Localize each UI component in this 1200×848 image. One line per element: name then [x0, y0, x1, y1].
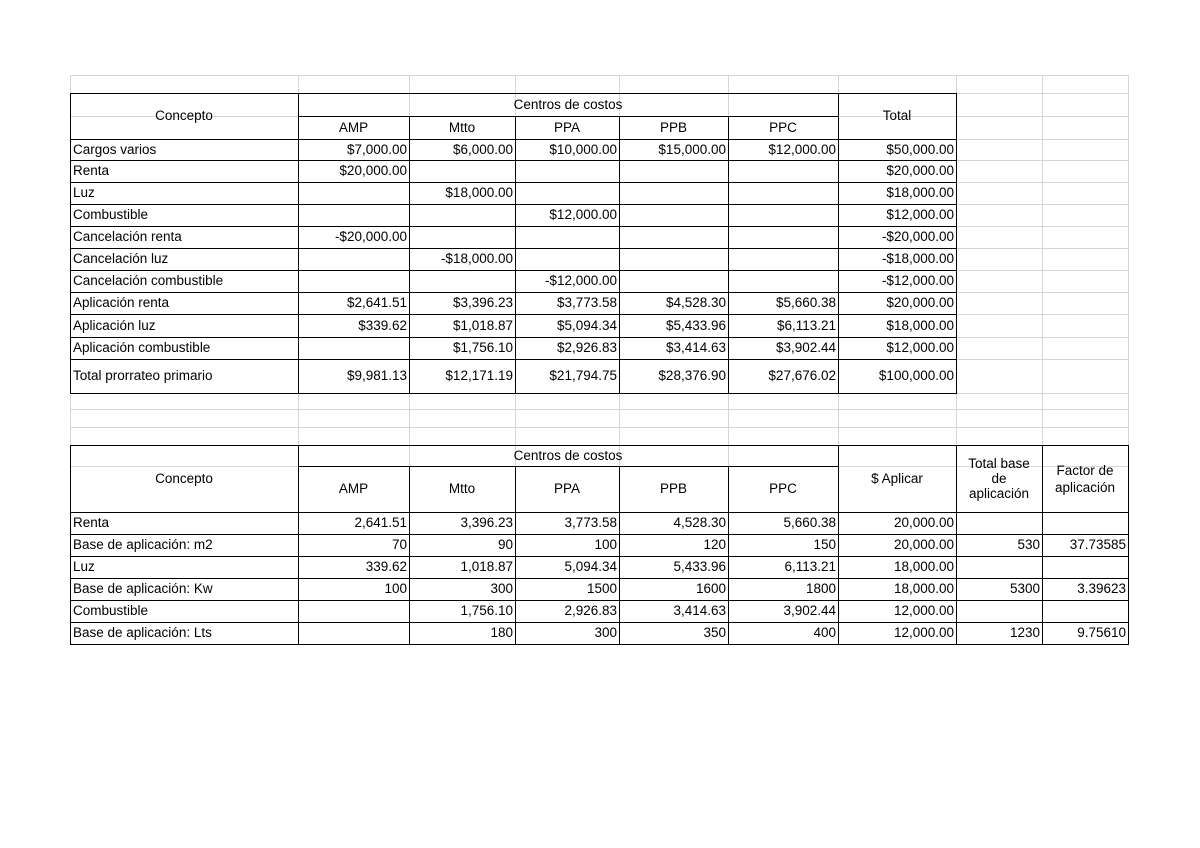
table1-cell: $21,794.75 [549, 368, 617, 383]
table1-cell: $3,414.63 [665, 340, 726, 355]
table2-border [70, 644, 1129, 645]
table1-border [70, 248, 957, 249]
table2-border [1128, 445, 1129, 645]
table1-concept-header: Concepto [155, 108, 213, 123]
sheet-gridline [70, 427, 1129, 428]
table2-cell: 350 [703, 625, 726, 640]
table2-cell: 90 [497, 537, 513, 552]
table1-cell: $4,528.30 [665, 295, 726, 310]
table1-cell: $12,171.19 [445, 368, 513, 383]
table2-apply-cell: 20,000.00 [893, 537, 954, 552]
table2-border [70, 578, 1129, 579]
table2-border [70, 445, 1129, 446]
table1-total-cell: -$20,000.00 [881, 229, 954, 244]
table2-cost-centers-header: Centros de costos [513, 447, 623, 463]
table2-row-label: Luz [73, 559, 95, 574]
table2-base-header-line: de [991, 471, 1007, 486]
table2-factor-cell: 3.39623 [1077, 581, 1126, 596]
table2-base-cell: 530 [1017, 537, 1040, 552]
table2-cell: 4,528.30 [673, 515, 726, 530]
table2-row-label: Base de aplicación: m2 [73, 537, 213, 552]
table1-cell: $1,756.10 [452, 340, 513, 355]
table1-cost-centers-header: Centros de costos [513, 96, 623, 112]
table2-border [70, 512, 1129, 513]
table1-cell: $5,094.34 [556, 317, 617, 333]
table1-border [70, 93, 957, 94]
table2-cell: 400 [813, 625, 836, 640]
table2-apply-cell: 12,000.00 [893, 603, 954, 618]
table2-row-label: Renta [73, 515, 110, 530]
table2-column-header: AMP [338, 481, 369, 496]
table2-cell: 100 [594, 537, 617, 552]
table1-border [956, 93, 957, 394]
table2-row-label: Base de aplicación: Lts [73, 625, 212, 640]
table1-border [298, 116, 839, 117]
table1-total-cell: $12,000.00 [886, 207, 954, 222]
table2-cell: 1,756.10 [460, 603, 513, 618]
table2-base-header-line: aplicación [968, 486, 1030, 501]
table2-cell: 1800 [805, 581, 836, 596]
table1-total-cell: $18,000.00 [886, 185, 954, 200]
table2-row-label: Base de aplicación: Kw [73, 581, 213, 596]
table1-cell: $10,000.00 [549, 141, 617, 157]
table2-cell: 1600 [695, 581, 726, 596]
table2-base-header-line: Total base [968, 456, 1030, 471]
table1-row-label: Total prorrateo primario [73, 368, 213, 383]
table1-cell: $5,660.38 [775, 295, 836, 310]
table1-total-cell: -$12,000.00 [881, 273, 954, 288]
table2-border [70, 600, 1129, 601]
table1-border [70, 337, 957, 338]
table1-column-header: AMP [338, 119, 369, 135]
table2-cell: 2,926.83 [564, 603, 617, 618]
table1-border [70, 359, 957, 360]
table2-cell: 6,113.21 [784, 559, 836, 574]
table2-cell: 1,018.87 [460, 559, 513, 574]
table1-row-label: Combustible [73, 207, 149, 222]
table1-border [70, 292, 957, 293]
table1-total-cell: $50,000.00 [886, 141, 954, 157]
table1-border [70, 139, 957, 140]
table1-cell: -$18,000.00 [440, 251, 513, 266]
table1-total-cell: $100,000.00 [878, 368, 954, 383]
table2-apply-cell: 20,000.00 [893, 515, 954, 530]
table2-cell: 3,414.63 [673, 603, 726, 618]
table1-cell: $3,902.44 [775, 340, 836, 355]
table2-cell: 300 [490, 581, 513, 596]
table1-cell: -$12,000.00 [544, 273, 617, 288]
table1-cell: $9,981.13 [346, 368, 407, 383]
table1-column-header: PPB [659, 119, 687, 135]
table2-base-cell: 5300 [1009, 581, 1040, 596]
table1-cell: $15,000.00 [658, 141, 726, 157]
table1-cell: $6,000.00 [452, 141, 513, 157]
table1-cell: $3,773.58 [556, 295, 617, 310]
table1-row-label: Cancelación luz [73, 251, 169, 266]
table1-cell: $28,376.90 [658, 368, 726, 383]
table1-row-label: Luz [73, 185, 95, 200]
table1-cell: $7,000.00 [346, 141, 407, 157]
table2-cell: 5,660.38 [783, 515, 836, 530]
table1-cell: -$20,000.00 [334, 229, 407, 244]
table1-border [70, 314, 957, 315]
table2-cell: 1500 [586, 581, 617, 596]
table2-factor-header-line: Factor de [1056, 462, 1114, 478]
sheet-gridline [70, 75, 1129, 76]
table2-cell: 70 [391, 537, 407, 552]
table2-apply-header: $ Aplicar [871, 470, 923, 486]
table2-border [70, 556, 1129, 557]
table1-border [70, 204, 957, 205]
table1-row-label: Cancelación renta [73, 229, 182, 244]
table1-row-label: Renta [73, 163, 110, 178]
table2-cell: 5,433.96 [673, 559, 726, 574]
table1-border [70, 182, 957, 183]
table2-column-header: Mtto [448, 481, 476, 496]
table2-border [70, 622, 1129, 623]
table2-cell: 3,396.23 [460, 515, 513, 530]
table2-apply-cell: 18,000.00 [893, 581, 954, 596]
table1-total-cell: $20,000.00 [886, 295, 954, 310]
table2-factor-cell: 37.73585 [1069, 537, 1126, 552]
table2-apply-cell: 12,000.00 [893, 625, 954, 640]
table1-border [70, 93, 71, 394]
table1-border [70, 160, 957, 161]
table2-column-header: PPA [553, 481, 580, 496]
table1-cell: $6,113.21 [776, 317, 836, 333]
table1-cell: $2,926.83 [556, 340, 617, 355]
table1-total-cell: $20,000.00 [886, 163, 954, 178]
table2-cell: 100 [384, 581, 407, 596]
table1-border [70, 226, 957, 227]
table1-cell: $3,396.23 [452, 295, 513, 310]
table2-border [298, 466, 839, 467]
table1-cell: $18,000.00 [445, 185, 513, 200]
table2-cell: 339.62 [365, 559, 407, 574]
table1-cell: $27,676.02 [768, 368, 836, 383]
table2-concept-header: Concepto [155, 470, 213, 486]
table2-border [70, 534, 1129, 535]
table1-cell: $12,000.00 [549, 207, 617, 222]
table1-row-label: Cancelación combustible [73, 273, 224, 288]
table2-row-label: Combustible [73, 603, 149, 618]
table2-cell: 120 [703, 537, 726, 552]
table1-column-header: PPC [769, 119, 797, 135]
table1-total-cell: -$18,000.00 [881, 251, 954, 266]
sheet-gridline [70, 409, 1129, 410]
table1-border [70, 393, 957, 394]
table2-column-header: PPB [659, 481, 687, 496]
table1-row-label: Cargos varios [73, 141, 157, 157]
table2-cell: 180 [490, 625, 513, 640]
table1-total-cell: $18,000.00 [886, 317, 954, 333]
table2-column-header: PPC [769, 481, 797, 496]
table2-cell: 5,094.34 [564, 559, 617, 574]
table2-factor-header-line: aplicación [1054, 479, 1116, 495]
table2-cell: 3,902.44 [783, 603, 836, 618]
table1-column-header: Mtto [448, 119, 476, 135]
table1-column-header: PPA [553, 119, 580, 135]
table1-border [70, 270, 957, 271]
table1-row-label: Aplicación luz [73, 317, 156, 333]
table2-cell: 3,773.58 [564, 515, 617, 530]
table1-cell: $339.62 [358, 317, 407, 333]
table1-row-label: Aplicación combustible [73, 340, 211, 355]
table1-total-header: Total [882, 108, 912, 123]
table2-cell: 150 [813, 537, 836, 552]
table1-cell: $5,433.96 [665, 317, 726, 333]
table2-cell: 300 [594, 625, 617, 640]
table2-apply-cell: 18,000.00 [893, 559, 954, 574]
table1-row-label: Aplicación renta [73, 295, 170, 310]
table2-cell: 2,641.51 [354, 515, 407, 530]
table1-cell: $12,000.00 [768, 141, 836, 157]
table1-total-cell: $12,000.00 [886, 340, 954, 355]
table2-base-cell: 1230 [1009, 625, 1040, 640]
table1-cell: $20,000.00 [339, 163, 407, 178]
table2-factor-cell: 9.75610 [1077, 625, 1126, 640]
table1-cell: $1,018.87 [452, 317, 513, 333]
table1-cell: $2,641.51 [346, 295, 407, 310]
